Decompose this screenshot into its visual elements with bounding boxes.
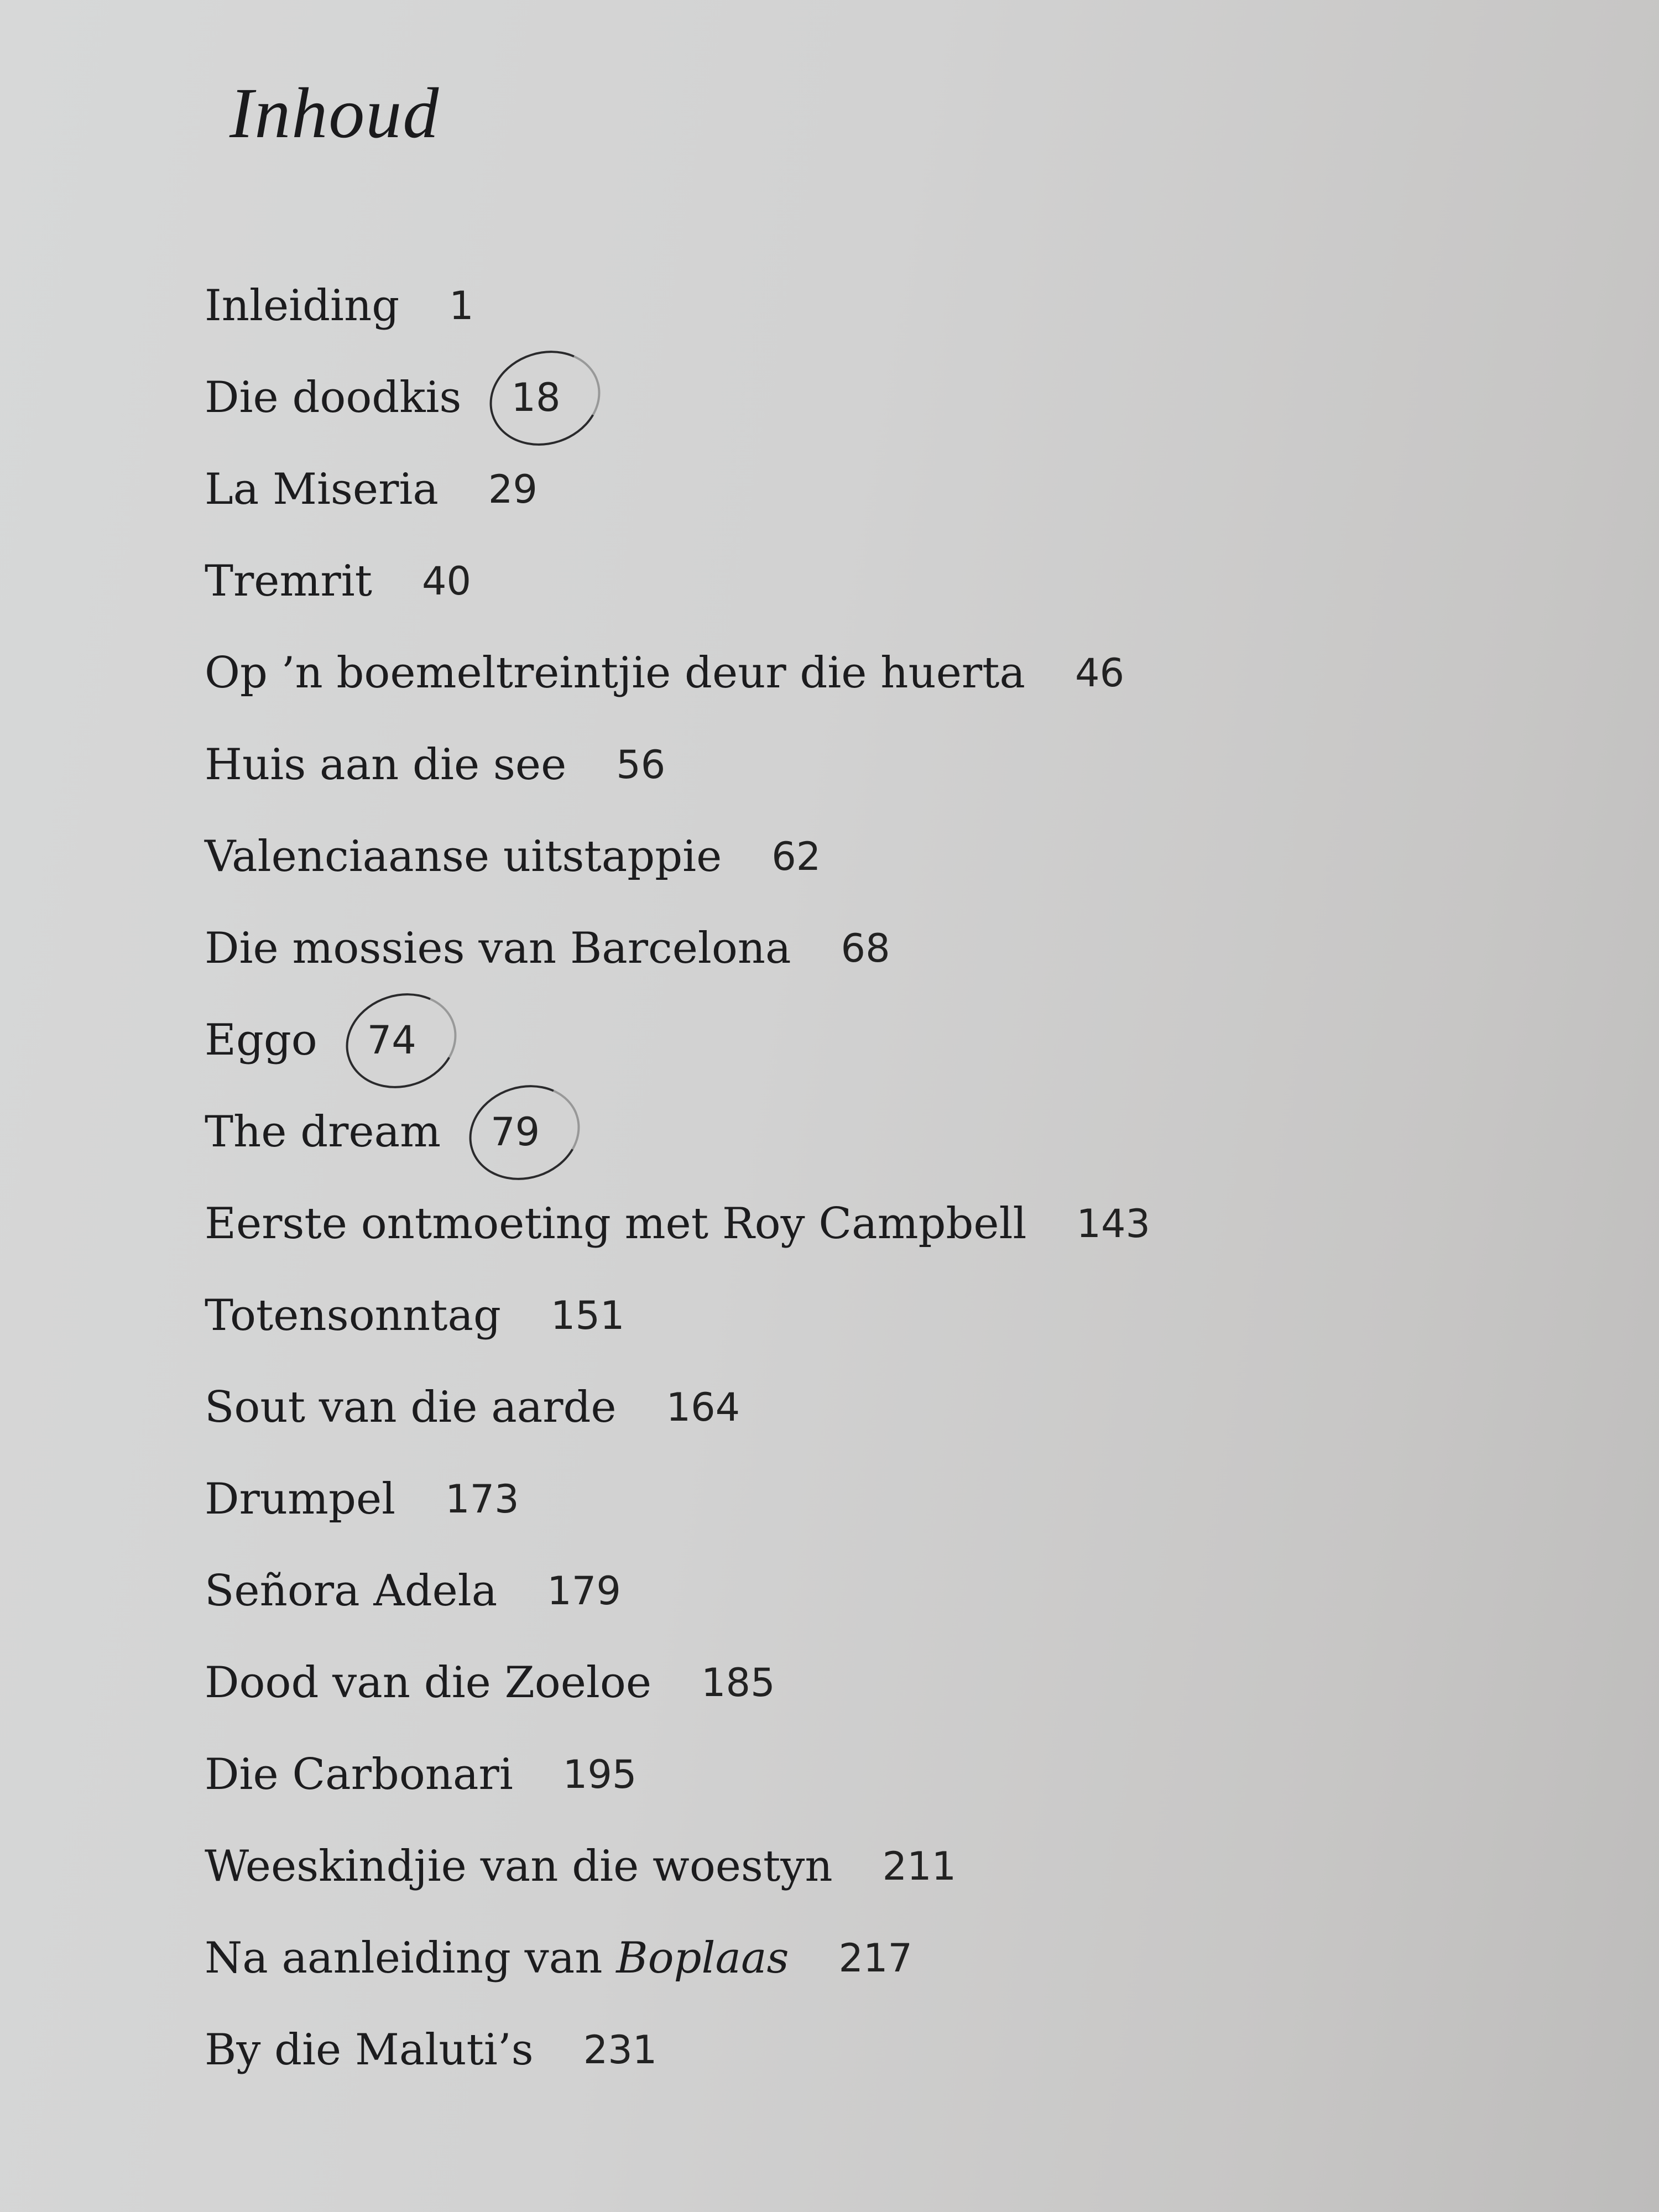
toc-entry-title-italic: Boplaas — [616, 1933, 789, 1983]
toc-entry-title: Totensonntag — [205, 1291, 501, 1340]
toc-entry-title: Op ’n boemeltreintjie deur die huerta — [205, 648, 1026, 698]
toc-entry-page: 185 — [701, 1660, 775, 1705]
toc-entry-page: 29 — [488, 467, 538, 512]
toc-entry-title: Weeskindjie van die woestyn — [205, 1841, 833, 1891]
toc-entry-page: 143 — [1076, 1201, 1151, 1246]
toc-entry-title: Tremrit — [205, 556, 373, 606]
toc-entry-page: 40 — [422, 559, 472, 604]
toc-entry-title: By die Maluti’s — [205, 2025, 534, 2075]
toc-entry-title: Señora Adela — [205, 1566, 498, 1616]
toc-entry — [205, 1637, 1421, 1729]
toc-entry-title: Dood van die Zoeloe — [205, 1658, 651, 1708]
toc-entry-title: Drumpel — [205, 1474, 396, 1524]
toc-entry — [205, 352, 1421, 444]
toc-entry-page: 173 — [445, 1477, 519, 1522]
toc-entry-page: 62 — [771, 834, 821, 879]
toc-entry-title: Eggo — [205, 1015, 317, 1065]
toc-entry-title: Eerste ontmoeting met Roy Campbell — [205, 1199, 1027, 1249]
toc-entry-title: Na aanleiding van Boplaas — [205, 1933, 789, 1983]
toc-entry — [205, 1361, 1421, 1453]
page-title: Inhoud — [229, 74, 440, 153]
toc-entry-page: 46 — [1075, 650, 1125, 696]
toc-entry-page-circled: 79 — [491, 1109, 540, 1155]
toc-entry-page: 179 — [547, 1568, 621, 1614]
toc-entry-title: Die doodkis — [205, 373, 462, 422]
toc-entry — [205, 1912, 1421, 2004]
toc-entry-title: Inleiding — [205, 281, 400, 331]
toc-entry-page: 217 — [838, 1936, 913, 1981]
toc-entry — [205, 719, 1421, 811]
toc-entry-page: 68 — [841, 926, 890, 971]
toc-entry-title: Valenciaanse uitstappie — [205, 832, 722, 881]
toc-entry — [205, 1820, 1421, 1912]
toc-entry-page-circled: 74 — [367, 1018, 416, 1063]
toc-entry-page: 164 — [666, 1385, 740, 1430]
toc-entry — [205, 627, 1421, 719]
toc-entry-page: 211 — [882, 1844, 957, 1889]
toc-entry — [205, 1453, 1421, 1545]
toc-entry-page: 231 — [583, 2027, 658, 2073]
toc-entry-page: 1 — [449, 283, 474, 328]
toc-entry-title: Huis aan die see — [205, 740, 567, 790]
toc-entry — [205, 1270, 1421, 1361]
toc-entry — [205, 902, 1421, 994]
toc-entry — [205, 1086, 1421, 1178]
toc-entry-title: La Miseria — [205, 465, 439, 514]
toc-entry-title: Die mossies van Barcelona — [205, 924, 791, 973]
toc-entry — [205, 260, 1421, 352]
toc-entry-page-circled: 18 — [511, 375, 561, 420]
toc-entry — [205, 444, 1421, 535]
toc-entry-page: 56 — [616, 742, 666, 787]
table-of-contents — [205, 260, 1421, 2096]
toc-entry-page: 195 — [562, 1752, 637, 1797]
toc-entry — [205, 1178, 1421, 1270]
toc-entry — [205, 1545, 1421, 1637]
toc-entry — [205, 2004, 1421, 2096]
toc-entry-title: Die Carbonari — [205, 1750, 513, 1799]
toc-entry-page: 151 — [550, 1293, 625, 1338]
toc-entry — [205, 535, 1421, 627]
toc-entry-title: Sout van die aarde — [205, 1383, 617, 1432]
toc-entry-title: The dream — [205, 1107, 441, 1157]
toc-entry — [205, 1729, 1421, 1820]
toc-entry — [205, 994, 1421, 1086]
toc-entry — [205, 811, 1421, 902]
